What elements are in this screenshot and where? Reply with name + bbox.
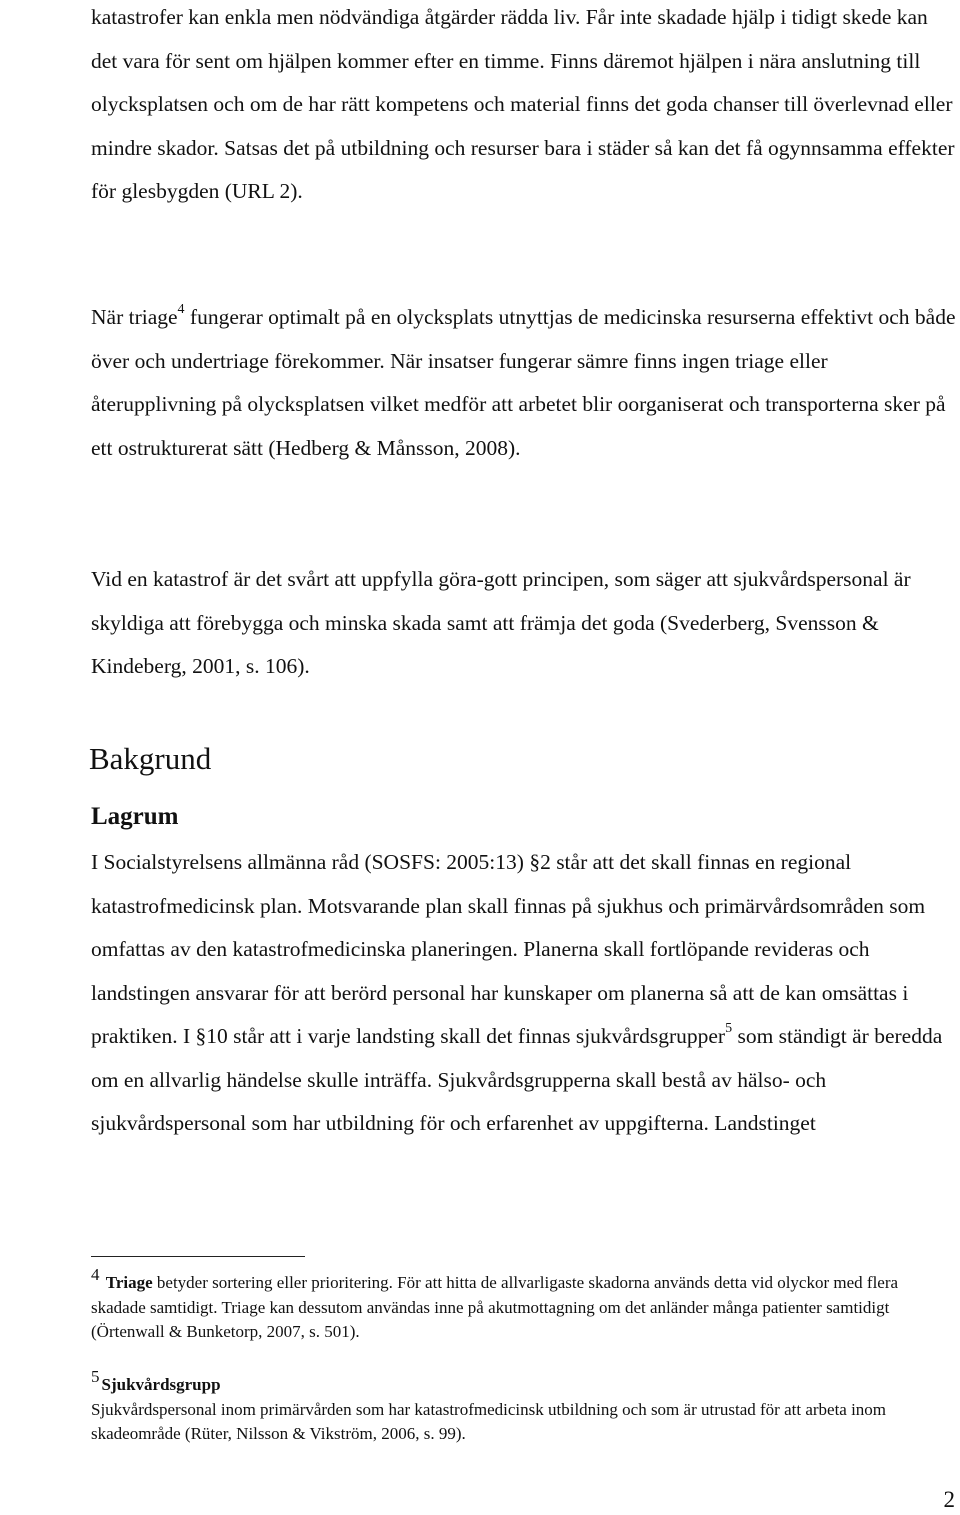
paragraph-text: fungerar optimalt på en olycksplats utnyttjas de medicinska resurserna effektivt och både över och undertriage förekommer. När insatser fungerar sämre finns ingen triage eller återupplivning på olycksplatsen vilket medför att arbetet blir oorganiserat och transporterna sker på ett ostrukturerat sätt (Hedberg & Månsson, 2008). [91, 305, 956, 460]
footnote-separator [91, 1256, 305, 1257]
paragraph-text: När triage [91, 305, 178, 329]
footnote-text: Sjukvårdspersonal inom primärvården som har katastrofmedicinsk utbildning och som är utrustad för att arbeta inom skadeområde (Rüter, Nilsson & Vikström, 2006, s. 99). [91, 1399, 887, 1444]
footnote-number: 5 [91, 1367, 100, 1386]
section-heading: Bakgrund [89, 741, 212, 776]
footnote-reference-5: 5 [725, 1020, 733, 1036]
paragraph-text: som ständigt är beredda om en allvarlig händelse skulle inträffa. Sjukvårdsgrupperna skall bestå av hälso- och sjukvårdspersonal som har utbildning för och erfarenhet av uppgifterna. Landstinget [91, 1024, 943, 1135]
subsection-heading: Lagrum [91, 803, 179, 830]
footnote-5 [91, 1367, 957, 1447]
paragraph-text: katastrofer kan enkla men nödvändiga åtgärder rädda liv. Får inte skadade hjälp i tidigt skede kan det vara för sent om hjälpen kommer efter en timme. Finns däremot hjälpen i nära anslutning till olycksplatsen och om de har rätt kompetens och material finns det goda chanser till överlevnad eller mindre skador. Satsas det på utbildning och resurser bara i städer så kan det få ogynnsamma effekter för glesbygden (URL 2). [91, 5, 955, 203]
footnote-text: betyder sortering eller prioritering. För att hitta de allvarligaste skadorna används detta vid olyckor med flera skadade samtidigt. Triage kan dessutom användas inne på akutmottagning om det anländer många patienter samtidigt (Örtenwall & Bunketorp, 2007, s. 501). [91, 1273, 899, 1342]
page-number: 2 [943, 1487, 955, 1512]
footnote-reference-4: 4 [177, 301, 185, 317]
paragraph-triage [91, 296, 957, 470]
paragraph-text: Vid en katastrof är det svårt att uppfylla göra-gott principen, som säger att sjukvårdspersonal är skyldiga att förebygga och minska skada samt att främja det goda (Svederberg, Svensson & Kindeberg, 2001, s. 106). [91, 567, 911, 678]
paragraph-legislation [91, 841, 957, 1146]
footnote-term: Triage [105, 1273, 153, 1292]
footnote-term: Sjukvårdsgrupp [101, 1375, 221, 1394]
paragraph-text: I Socialstyrelsens allmänna råd (SOSFS: 2005:13) §2 står att det skall finnas en regional katastrofmedicinsk plan. Motsvarande plan skall finnas på sjukhus och primärvårdsområden som omfattas av den katastrofmedicinska planeringen. Planerna skall fortlöpande revideras och landstingen ansvarar för att berörd personal har kunskaper om planerna så att de kan omsättas i praktiken. I §10 står att i varje landsting skall det finnas sjukvårdsgrupper [91, 850, 926, 1048]
footnote-number: 4 [91, 1265, 100, 1284]
paragraph-disaster-response [91, 0, 957, 214]
footnote-4 [91, 1265, 957, 1345]
paragraph-do-good-principle [91, 558, 957, 689]
